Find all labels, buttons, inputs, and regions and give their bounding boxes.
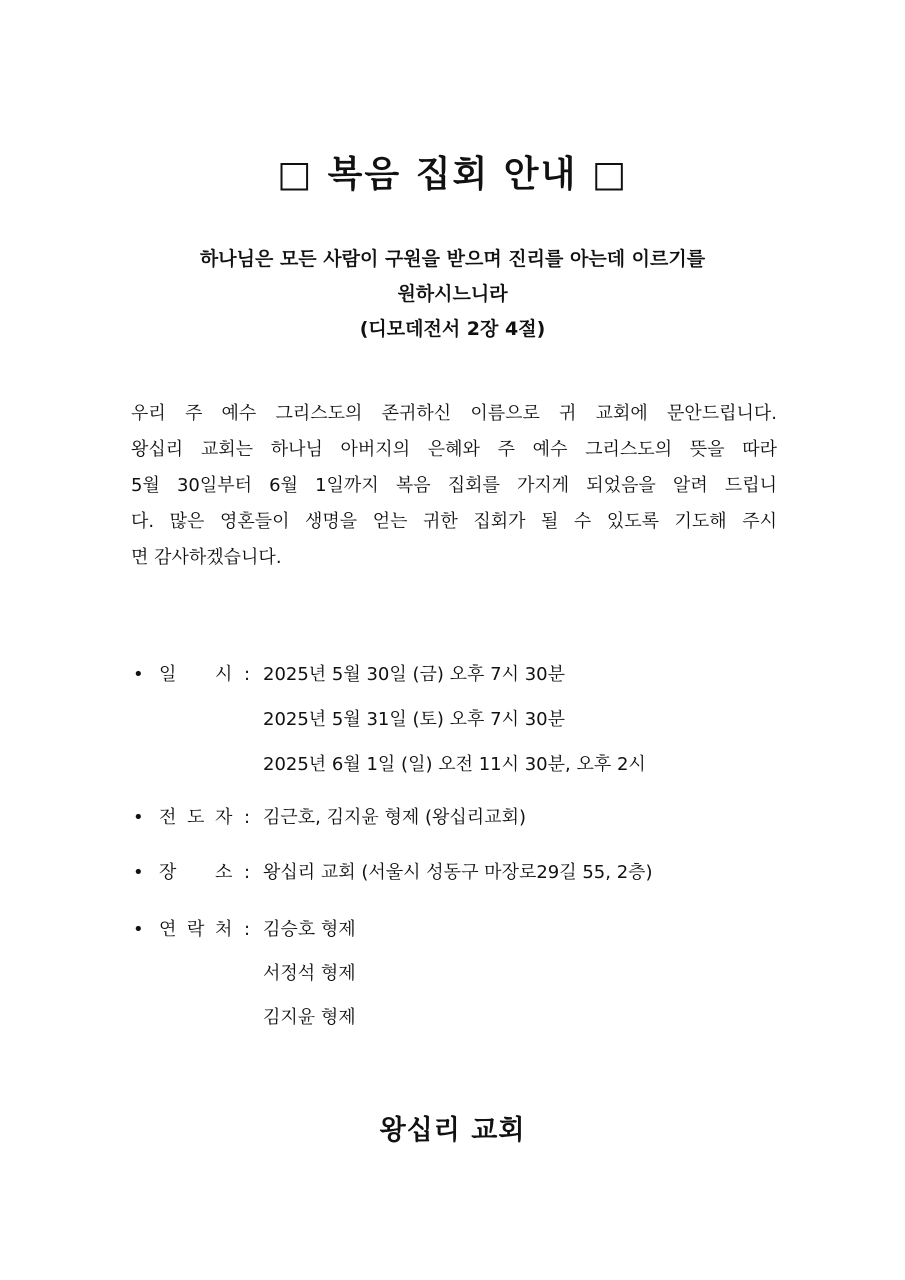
schedule-value: 2025년 5월 30일 (금) 오후 7시 30분 [263,664,565,685]
church-name-footer: 왕십리 교회 [379,1115,526,1146]
colon: : [244,862,251,883]
label-char: 도 [187,807,205,828]
paragraph-line: 우리 주 예수 그리스도의 존귀하신 이름으로 귀 교회에 문안드립니다. [131,403,777,424]
contact-value: 김지윤 형제 [263,1007,356,1028]
schedule-value: 2025년 6월 1일 (일) 오전 11시 30분, 오후 2시 [263,754,646,775]
bullet: • [133,862,144,883]
schedule-value: 2025년 5월 31일 (토) 오후 7시 30분 [263,709,565,730]
label-char: 시 [215,664,233,685]
label-char: 연 [159,919,177,940]
colon: : [244,664,251,685]
verse-reference: (디모데전서 2장 4절) [359,318,546,340]
label-char: 락 [187,919,205,940]
place-value: 왕십리 교회 (서울시 성동구 마장로29길 55, 2층) [263,862,653,883]
contact-value: 김승호 형제 [263,919,356,940]
paragraph-line: 왕십리 교회는 하나님 아버지의 은혜와 주 예수 그리스도의 뜻을 따라 [131,439,777,460]
label-char: 소 [215,862,233,883]
greeting-paragraph [131,396,777,576]
paragraph-line: 5월 30일부터 6월 1일까지 복음 집회를 가지게 되었음을 알려 드립니 [131,475,777,496]
bullet: • [133,807,144,828]
paragraph-line: 다. 많은 영혼들이 생명을 얻는 귀한 집회가 될 수 있도록 기도해 주시 [131,511,777,532]
bullet: • [133,664,144,685]
colon: : [244,919,251,940]
bullet: • [133,919,144,940]
label-char: 처 [215,919,233,940]
label-char: 일 [159,664,177,685]
paragraph-line: 면 감사하겠습니다. [131,547,282,568]
label-char: 전 [159,807,177,828]
verse-line: 하나님은 모든 사람이 구원을 받으며 진리를 아는데 이르기를 [199,248,706,270]
colon: : [244,807,251,828]
contact-value: 서정석 형제 [263,963,356,984]
label-char: 장 [159,862,177,883]
scripture-verse [0,242,905,347]
preacher-value: 김근호, 김지윤 형제 (왕십리교회) [263,807,526,828]
document-title: □ 복음 집회 안내 □ [277,154,628,195]
label-char: 자 [215,807,233,828]
verse-line: 원하시느니라 [397,283,508,305]
